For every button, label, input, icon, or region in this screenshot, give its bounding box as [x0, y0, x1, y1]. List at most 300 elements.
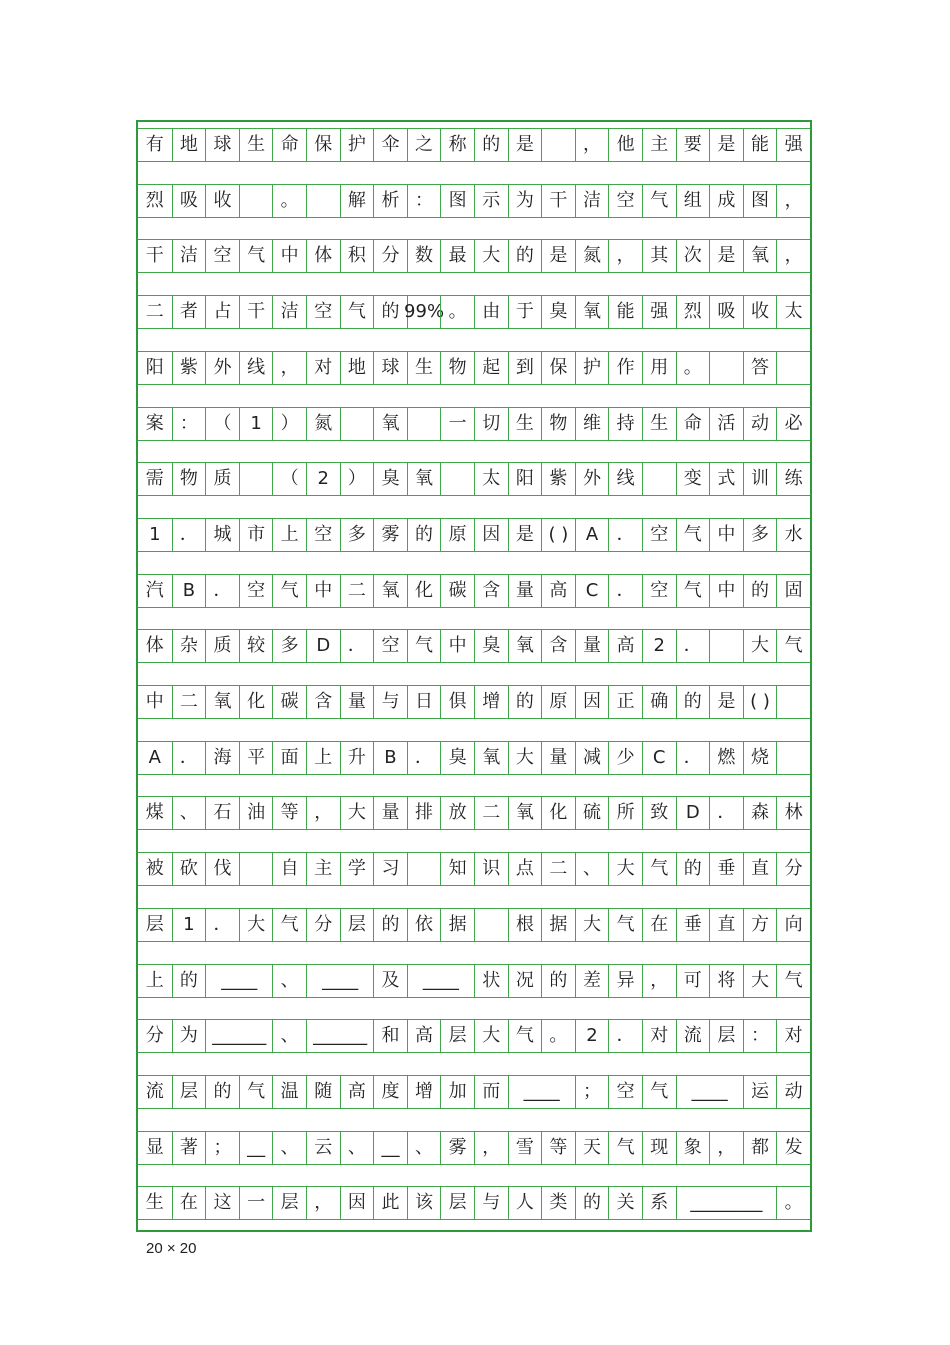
grid-cell: 量 [575, 629, 609, 663]
grid-cell: ， [709, 1131, 743, 1165]
grid-cell: 的 [676, 685, 710, 719]
grid-cell: 最 [440, 239, 474, 273]
grid-cell: 的 [172, 964, 206, 998]
grid-cell: 化 [407, 574, 441, 608]
grid-cell: 氧 [743, 239, 777, 273]
grid-cell: 生 [642, 407, 676, 441]
grid-cell: 气 [776, 629, 810, 663]
grid-cell: 是 [508, 128, 542, 162]
grid-cell: 之 [407, 128, 441, 162]
grid-cell: 较 [239, 629, 273, 663]
blank-fill-cell: __ [239, 1131, 273, 1165]
grid-cell: 的 [373, 908, 407, 942]
grid-cell: 固 [776, 574, 810, 608]
grid-cell: 作 [608, 351, 642, 385]
grid-cell: 地 [172, 128, 206, 162]
grid-cell: 知 [440, 852, 474, 886]
grid-cell [709, 351, 743, 385]
grid-row [138, 1186, 810, 1220]
grid-row [138, 295, 810, 329]
grid-cell: 训 [743, 462, 777, 496]
grid-cell: 分 [138, 1019, 172, 1053]
grid-row [138, 964, 810, 998]
grid-cell: 。 [272, 184, 306, 218]
grid-cell: 1 [138, 518, 172, 552]
grid-cell: 大 [340, 796, 374, 830]
grid-cell: ： [407, 184, 441, 218]
grid-cell: 大 [474, 239, 508, 273]
grid-cell: 所 [608, 796, 642, 830]
grid-cell: 量 [508, 574, 542, 608]
grid-cell: 的 [541, 964, 575, 998]
grid-cell: 化 [239, 685, 273, 719]
grid-cell: 氧 [373, 574, 407, 608]
grid-cell: 强 [776, 128, 810, 162]
grid-cell: 对 [776, 1019, 810, 1053]
grid-cell: 与 [474, 1186, 508, 1220]
grid-cell: 氧 [575, 295, 609, 329]
grid-cell: 线 [608, 462, 642, 496]
grid-cell: 臭 [541, 295, 575, 329]
grid-cell: 汽 [138, 574, 172, 608]
grid-row [138, 852, 810, 886]
grid-cell: 生 [239, 128, 273, 162]
grid-cell: 氮 [306, 407, 340, 441]
grid-cell: 示 [474, 184, 508, 218]
grid-cell: ） [272, 407, 306, 441]
grid-cell: 太 [776, 295, 810, 329]
grid-cell: ． [676, 741, 710, 775]
grid-cell: 高 [608, 629, 642, 663]
grid-cell: 物 [541, 407, 575, 441]
grid-cell: 都 [743, 1131, 777, 1165]
grid-cell: 发 [776, 1131, 810, 1165]
grid-cell: 油 [239, 796, 273, 830]
grid-cell: 大 [743, 964, 777, 998]
grid-cell: 持 [608, 407, 642, 441]
grid-cell: 大 [508, 741, 542, 775]
grid-cell: 类 [541, 1186, 575, 1220]
grid-cell: 高 [340, 1075, 374, 1109]
grid-cell: 一 [440, 407, 474, 441]
grid-cell: 是 [508, 518, 542, 552]
grid-cell: 。 [776, 1186, 810, 1220]
grid-cell: 体 [138, 629, 172, 663]
grid-row [138, 184, 810, 218]
grid-row [138, 128, 810, 162]
grid-cell: 对 [306, 351, 340, 385]
grid-cell: 外 [575, 462, 609, 496]
grid-cell [541, 128, 575, 162]
grid-cell: 阳 [138, 351, 172, 385]
grid-cell: B [172, 574, 206, 608]
grid-cell: B [373, 741, 407, 775]
grid-cell: C [575, 574, 609, 608]
grid-cell: 保 [306, 128, 340, 162]
grid-cell: 大 [608, 852, 642, 886]
grid-cell: 烧 [743, 741, 777, 775]
grid-cell: 城 [205, 518, 239, 552]
grid-cell: 林 [776, 796, 810, 830]
grid-cell: 对 [642, 1019, 676, 1053]
grid-row [138, 239, 810, 273]
grid-row [138, 796, 810, 830]
grid-cell [776, 351, 810, 385]
grid-cell: 物 [440, 351, 474, 385]
grid-cell: 气 [239, 239, 273, 273]
grid-cell: 垂 [709, 852, 743, 886]
grid-cell: 度 [373, 1075, 407, 1109]
grid-cell: 正 [608, 685, 642, 719]
grid-cell: ( ) [541, 518, 575, 552]
grid-cell: 一 [239, 1186, 273, 1220]
grid-cell: 太 [474, 462, 508, 496]
grid-cell: 层 [440, 1186, 474, 1220]
grid-cell: ． [709, 796, 743, 830]
grid-cell: 维 [575, 407, 609, 441]
grid-cell: 云 [306, 1131, 340, 1165]
grid-cell: 生 [508, 407, 542, 441]
blank-fill-cell: ______ [205, 1019, 272, 1053]
grid-cell: 气 [340, 295, 374, 329]
grid-row [138, 574, 810, 608]
grid-cell: 层 [709, 1019, 743, 1053]
grid-cell: D [676, 796, 710, 830]
grid-cell: 状 [474, 964, 508, 998]
grid-cell: 杂 [172, 629, 206, 663]
grid-cell: 流 [676, 1019, 710, 1053]
grid-cell: ： [172, 407, 206, 441]
grid-row [138, 407, 810, 441]
grid-cell: 雪 [508, 1131, 542, 1165]
grid-cell: 空 [239, 574, 273, 608]
grid-cell: 空 [642, 574, 676, 608]
grid-cell: 是 [541, 239, 575, 273]
grid-cell: 层 [440, 1019, 474, 1053]
grid-cell: 自 [272, 852, 306, 886]
grid-cell: 主 [642, 128, 676, 162]
grid-cell: 量 [541, 741, 575, 775]
grid-cell: ， [642, 964, 676, 998]
grid-cell: 、 [340, 1131, 374, 1165]
grid-cell: 及 [373, 964, 407, 998]
grid-cell: 臭 [373, 462, 407, 496]
grid-cell: 原 [541, 685, 575, 719]
grid-cell: ． [608, 1019, 642, 1053]
grid-cell: 99% [407, 295, 441, 329]
grid-cell: ， [575, 128, 609, 162]
grid-cell: A [575, 518, 609, 552]
grid-cell: 异 [608, 964, 642, 998]
grid-cell: 伐 [205, 852, 239, 886]
grid-cell: 由 [474, 295, 508, 329]
grid-cell: ， [306, 1186, 340, 1220]
grid-cell [642, 462, 676, 496]
grid-cell: ． [608, 518, 642, 552]
grid-cell [776, 741, 810, 775]
grid-cell: 保 [541, 351, 575, 385]
grid-cell: 空 [608, 184, 642, 218]
grid-row [138, 629, 810, 663]
grid-cell: 案 [138, 407, 172, 441]
grid-cell: 面 [272, 741, 306, 775]
grid-cell: 有 [138, 128, 172, 162]
grid-cell: 是 [709, 239, 743, 273]
grid-cell: 生 [138, 1186, 172, 1220]
grid-cell: 高 [407, 1019, 441, 1053]
grid-cell: 多 [743, 518, 777, 552]
grid-cell: 、 [407, 1131, 441, 1165]
grid-cell: 天 [575, 1131, 609, 1165]
grid-cell: 排 [407, 796, 441, 830]
grid-cell: 增 [407, 1075, 441, 1109]
grid-cell: ． [172, 518, 206, 552]
grid-cell: 等 [541, 1131, 575, 1165]
grid-cell: 的 [205, 1075, 239, 1109]
grid-cell: 图 [440, 184, 474, 218]
grid-cell: 分 [306, 908, 340, 942]
grid-cell: ， [776, 184, 810, 218]
grid-cell [239, 462, 273, 496]
grid-cell: 水 [776, 518, 810, 552]
grid-row [138, 741, 810, 775]
grid-cell: 上 [272, 518, 306, 552]
grid-cell: 组 [676, 184, 710, 218]
grid-cell: 量 [373, 796, 407, 830]
grid-row [138, 1019, 810, 1053]
grid-row [138, 518, 810, 552]
grid-cell: ， [272, 351, 306, 385]
grid-cell: 因 [575, 685, 609, 719]
grid-cell: 动 [776, 1075, 810, 1109]
grid-cell: 学 [340, 852, 374, 886]
grid-cell: 命 [272, 128, 306, 162]
grid-cell: 。 [440, 295, 474, 329]
grid-cell: 外 [205, 351, 239, 385]
grid-cell: 气 [676, 518, 710, 552]
blank-fill-cell: ______ [306, 1019, 373, 1053]
grid-cell: 分 [776, 852, 810, 886]
grid-cell: 氮 [575, 239, 609, 273]
grid-cell: 中 [440, 629, 474, 663]
grid-cell: 洁 [575, 184, 609, 218]
grid-cell: 空 [642, 518, 676, 552]
grid-cell: 雾 [440, 1131, 474, 1165]
grid-cell: 、 [272, 1019, 306, 1053]
grid-row [138, 351, 810, 385]
grid-cell: ； [575, 1075, 609, 1109]
grid-cell: 变 [676, 462, 710, 496]
grid-cell: 氧 [407, 462, 441, 496]
grid-cell: 的 [743, 574, 777, 608]
grid-cell: 运 [743, 1075, 777, 1109]
grid-cell: 质 [205, 462, 239, 496]
grid-cell: 多 [272, 629, 306, 663]
grid-cell: D [306, 629, 340, 663]
grid-cell: 紫 [172, 351, 206, 385]
grid-cell: ； [205, 1131, 239, 1165]
grid-cell: 空 [205, 239, 239, 273]
grid-cell: 的 [575, 1186, 609, 1220]
grid-cell: 紫 [541, 462, 575, 496]
grid-cell: 在 [172, 1186, 206, 1220]
manuscript-grid [136, 120, 812, 1232]
grid-cell: 少 [608, 741, 642, 775]
grid-cell: 因 [340, 1186, 374, 1220]
grid-cell: 俱 [440, 685, 474, 719]
blank-fill-cell: ________ [676, 1186, 777, 1220]
grid-cell: 中 [709, 518, 743, 552]
grid-cell: 烈 [676, 295, 710, 329]
grid-cell: 大 [474, 1019, 508, 1053]
grid-cell [407, 407, 441, 441]
grid-cell: ． [608, 574, 642, 608]
grid-cell: 含 [541, 629, 575, 663]
grid-cell: 而 [474, 1075, 508, 1109]
grid-cell: 点 [508, 852, 542, 886]
grid-cell: 气 [272, 574, 306, 608]
grid-cell: 高 [541, 574, 575, 608]
grid-cell: 吸 [709, 295, 743, 329]
grid-cell: 燃 [709, 741, 743, 775]
grid-cell: ． [676, 629, 710, 663]
grid-cell: 球 [373, 351, 407, 385]
grid-cell: 在 [642, 908, 676, 942]
grid-row [138, 908, 810, 942]
grid-cell: 中 [306, 574, 340, 608]
grid-cell [340, 407, 374, 441]
grid-cell: ， [306, 796, 340, 830]
grid-cell: 主 [306, 852, 340, 886]
grid-cell: 阳 [508, 462, 542, 496]
grid-cell: 需 [138, 462, 172, 496]
grid-cell: 臭 [474, 629, 508, 663]
grid-cell: 象 [676, 1131, 710, 1165]
grid-cell: 大 [239, 908, 273, 942]
grid-cell: 空 [608, 1075, 642, 1109]
grid-cell: 的 [474, 128, 508, 162]
grid-cell: ） [340, 462, 374, 496]
grid-cell: 2 [575, 1019, 609, 1053]
grid-cell: 伞 [373, 128, 407, 162]
grid-cell: 的 [373, 295, 407, 329]
grid-cell: 地 [340, 351, 374, 385]
grid-cell: 收 [743, 295, 777, 329]
grid-cell: 气 [642, 1075, 676, 1109]
grid-cell: 大 [743, 629, 777, 663]
blank-fill-cell: ____ [407, 964, 474, 998]
grid-cell: 森 [743, 796, 777, 830]
grid-cell: 致 [642, 796, 676, 830]
grid-cell [440, 462, 474, 496]
grid-cell: 习 [373, 852, 407, 886]
grid-cell: 方 [743, 908, 777, 942]
grid-cell: ： [743, 1019, 777, 1053]
grid-cell: 能 [743, 128, 777, 162]
grid-cell: 层 [138, 908, 172, 942]
grid-cell: ， [776, 239, 810, 273]
grid-cell: 二 [541, 852, 575, 886]
grid-cell: 是 [709, 685, 743, 719]
grid-cell: 图 [743, 184, 777, 218]
grid-cell: 氧 [373, 407, 407, 441]
grid-cell: 强 [642, 295, 676, 329]
grid-cell: 的 [407, 518, 441, 552]
grid-cell: 加 [440, 1075, 474, 1109]
grid-cell: 根 [508, 908, 542, 942]
grid-cell: 碳 [272, 685, 306, 719]
grid-cell: 依 [407, 908, 441, 942]
grid-cell: 的 [508, 685, 542, 719]
grid-cell: 碳 [440, 574, 474, 608]
grid-cell: 该 [407, 1186, 441, 1220]
grid-cell [306, 184, 340, 218]
grid-cell: 此 [373, 1186, 407, 1220]
grid-cell: 活 [709, 407, 743, 441]
grid-cell: 体 [306, 239, 340, 273]
grid-cell: 必 [776, 407, 810, 441]
grid-cell: 况 [508, 964, 542, 998]
grid-cell: 能 [608, 295, 642, 329]
grid-cell: 干 [138, 239, 172, 273]
grid-cell: 多 [340, 518, 374, 552]
grid-row [138, 462, 810, 496]
blank-fill-cell: __ [373, 1131, 407, 1165]
grid-cell: 护 [340, 128, 374, 162]
grid-cell: 成 [709, 184, 743, 218]
grid-cell: 2 [642, 629, 676, 663]
grid-cell: 著 [172, 1131, 206, 1165]
grid-cell: 氧 [508, 796, 542, 830]
grid-cell: 砍 [172, 852, 206, 886]
grid-cell: 的 [508, 239, 542, 273]
grid-cell: 。 [541, 1019, 575, 1053]
grid-cell: 气 [642, 852, 676, 886]
grid-cell: 干 [541, 184, 575, 218]
grid-cell: 、 [272, 1131, 306, 1165]
grid-cell: 质 [205, 629, 239, 663]
grid-cell: 的 [676, 852, 710, 886]
grid-cell: 干 [239, 295, 273, 329]
grid-cell: （ [205, 407, 239, 441]
grid-cell: 、 [575, 852, 609, 886]
grid-cell: 式 [709, 462, 743, 496]
grid-cell: 气 [608, 1131, 642, 1165]
grid-cell: 洁 [172, 239, 206, 273]
grid-cell: 和 [373, 1019, 407, 1053]
grid-cell: 空 [373, 629, 407, 663]
grid-cell: 因 [474, 518, 508, 552]
grid-cell: 1 [239, 407, 273, 441]
grid-cell: 臭 [440, 741, 474, 775]
grid-cell: 气 [676, 574, 710, 608]
grid-cell: 二 [172, 685, 206, 719]
grid-cell: 气 [272, 908, 306, 942]
grid-cell: 到 [508, 351, 542, 385]
grid-cell: 他 [608, 128, 642, 162]
grid-cell: 等 [272, 796, 306, 830]
grid-cell: 气 [407, 629, 441, 663]
grid-cell: ( ) [743, 685, 777, 719]
grid-cell: 层 [340, 908, 374, 942]
grid-cell: 。 [676, 351, 710, 385]
grid-cell: 动 [743, 407, 777, 441]
grid-cell: 将 [709, 964, 743, 998]
grid-cell: 差 [575, 964, 609, 998]
grid-cell: 与 [373, 685, 407, 719]
grid-cell: 要 [676, 128, 710, 162]
grid-cell: 球 [205, 128, 239, 162]
